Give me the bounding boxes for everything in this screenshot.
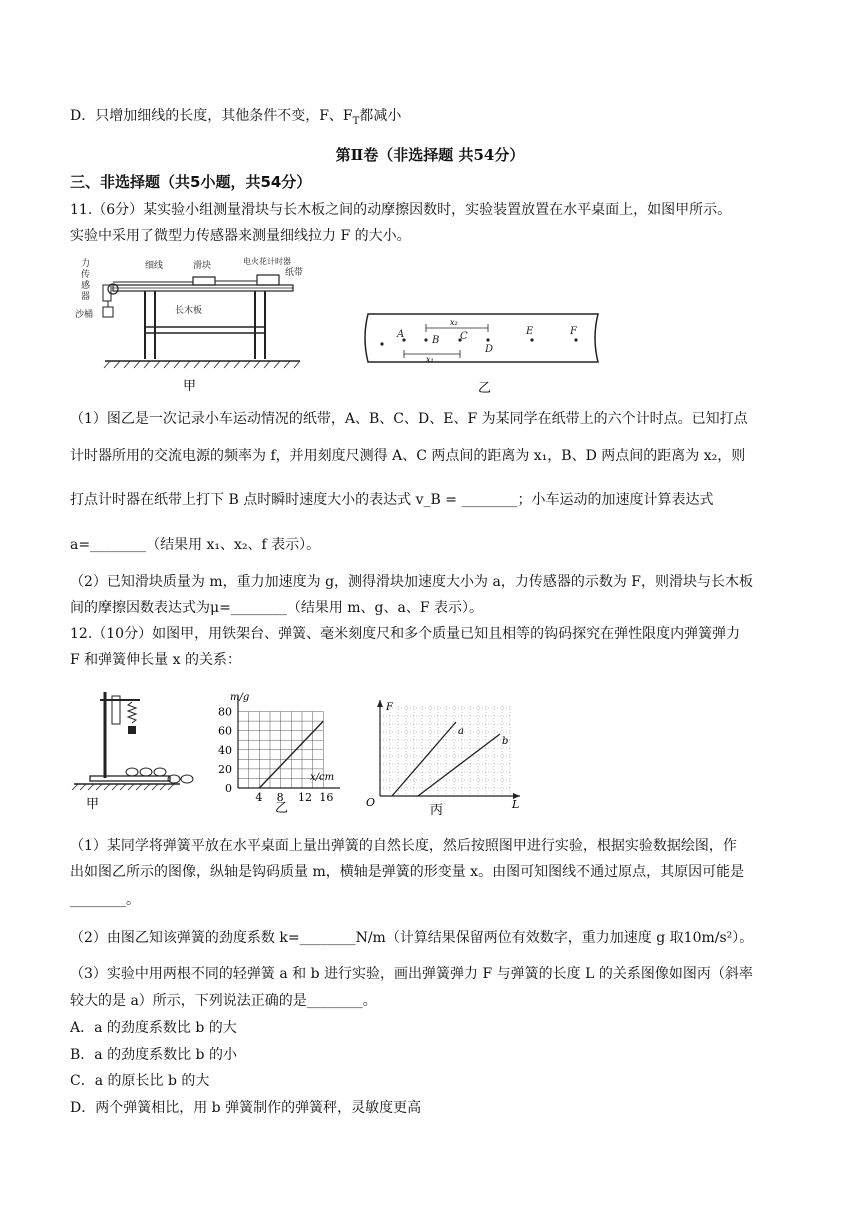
board-label: 长木板 [175,306,203,316]
sensor-label-3: 感 [81,281,91,291]
tape-point-a: A [397,329,405,340]
y-axis-label: m/g [230,692,250,703]
option-d-tail: 都减小 [359,108,402,124]
series-line-a [392,722,456,796]
tape-figure-yi [360,300,605,400]
spring-stand-figure-jia [70,686,200,814]
q12-line1: 12.（10分）如图甲，用铁架台、弹簧、毫米刻度尺和多个质量已知且相等的钩码探究在弹性限度内弹簧弹力 [70,626,741,642]
q11-line2: 实验中采用了微型力传感器来测量细线拉力 F 的大小。 [70,228,411,244]
chart-ticks [218,706,333,804]
y-tick-label: 40 [218,743,232,757]
part-three-title: 三、非选择题（共5小题，共54分） [70,173,312,191]
x-tick-label: 4 [255,791,263,804]
q12-line2: F 和弹簧伸长量 x 的关系： [70,652,241,668]
apparatus-figure-jia [75,255,315,395]
q11-part2-line2: 间的摩擦因数表达式为μ=________（结果用 m、g、a、F 表示）。 [70,600,484,616]
option-d-subscript: T [352,115,360,127]
tape-point-b: B [432,335,440,346]
figure-bing-caption: 丙 [430,803,444,816]
option-c: C．a 的原长比 b 的大 [70,1073,210,1089]
origin-label: O [366,796,376,809]
x-axis-label: L [512,798,520,811]
option-a: A．a 的劲度系数比 b 的大 [70,1020,237,1036]
series-label-b: b [502,736,509,747]
y-axis-label: F [386,702,393,713]
series-label-a: a [458,726,464,737]
option-d-line [70,106,401,132]
chart-grid [380,706,510,796]
option-b: B．a 的劲度系数比 b 的小 [70,1047,237,1063]
figure-yi2-caption: 乙 [275,801,289,816]
figure-jia2-caption: 甲 [86,797,100,812]
y-tick-label: 60 [218,724,232,738]
q11-part1-line4: a=________（结果用 x₁、x₂、f 表示）。 [70,537,321,553]
force-length-chart [360,692,530,816]
sensor-label-2: 传 [81,270,91,280]
section-title: 第Ⅱ卷（非选择题 共54分） [335,146,525,164]
series-line-b [418,734,500,796]
option-d: D．两个弹簧相比，用 b 弹簧制作的弹簧秤，灵敏度更高 [70,1100,422,1116]
y-tick-label: 0 [225,782,232,795]
tape-point-e: E [526,326,534,337]
block-label: 滑块 [193,261,212,271]
sensor-label-1: 力 [81,259,91,269]
x-tick-label: 8 [276,791,284,804]
x-tick-label: 16 [319,791,334,804]
q12-part2: （2）由图乙知该弹簧的劲度系数 k=________N/m（计算结果保留两位有效数字，重力加速度 g 取10m/s²）。 [70,930,754,946]
timer-label: 电火花计时器 [243,257,291,266]
y-tick-label: 80 [218,705,232,719]
q12-part1-line2: 出如图乙所示的图像，纵轴是钩码质量 m，横轴是弹簧的形变量 x。由图可知图线不通过原点，其原因可能是 [70,864,745,880]
figure-jia-caption: 甲 [183,379,197,394]
x-axis-label: x/cm [310,772,335,783]
option-d-text: D．只增加细线的长度，其他条件不变，F、F [70,108,353,124]
tape-label: 纸带 [285,268,304,278]
q11-part2-line1: （2）已知滑块质量为 m，重力加速度为 g，测得滑块加速度大小为 a，力传感器的示数为 F，则滑块与长木板 [70,574,754,590]
bucket-label: 沙桶 [75,310,94,320]
q11-part1-line2: 计时器所用的交流电源的频率为 f，并用刻度尺测得 A、C 两点间的距离为 x₁，B、D 两点间的距离为 x₂，则 [70,448,746,464]
q11-part1-line3: 打点计时器在纸带上打下 B 点时瞬时速度大小的表达式 v_B = ________；小车运动的加速度计算表达式 [70,492,714,508]
q12-part1-line1: （1）某同学将弹簧平放在水平桌面上量出弹簧的自然长度，然后按照图甲进行实验，根据实验数据绘图，作 [70,838,737,854]
q12-part3-line1: （3）实验中用两根不同的轻弹簧 a 和 b 进行实验，画出弹簧弹力 F 与弹簧的长度 L 的关系图像如图丙（斜率 [70,966,753,982]
q12-part3-line2: 较大的是 a）所示，下列说法正确的是________。 [70,993,377,1009]
tape-point-c: C [460,331,468,342]
x-tick-label: 12 [298,791,312,804]
figure-yi-caption: 乙 [478,381,492,396]
q11-part1-line1: （1）图乙是一次记录小车运动情况的纸带，A、B、C、D、E、F 为某同学在纸带上的六个计时点。已知打点 [70,411,748,427]
y-tick-label: 20 [218,762,232,776]
tape-x1-label: x₁ [426,355,434,364]
q12-part1-line3: ________。 [70,892,140,908]
tape-point-f: F [570,326,577,337]
tape-point-d: D [485,344,494,355]
q11-line1: 11.（6分）某实验小组测量滑块与长木板之间的动摩擦因数时，实验装置放置在水平桌面上，如图甲所示。 [70,202,732,218]
sensor-label-4: 器 [81,292,91,302]
thin-line-label: 细线 [145,261,164,271]
mass-extension-chart [200,688,350,816]
tape-x2-label: x₂ [450,318,458,327]
